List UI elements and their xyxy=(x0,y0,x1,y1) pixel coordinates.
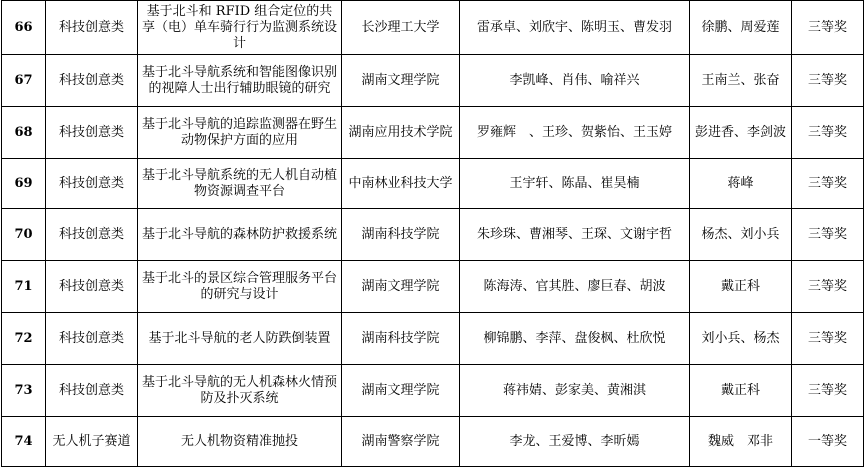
entry-award: 三等奖 xyxy=(792,159,864,209)
entry-project-title: 基于北斗导航的无人机森林火情预防及扑灭系统 xyxy=(138,365,342,417)
entry-school: 湖南科技学院 xyxy=(342,209,460,261)
entry-project-title: 基于北斗导航的森林防护救援系统 xyxy=(138,209,342,261)
entry-students: 李凯峰、肖伟、喻祥兴 xyxy=(460,55,690,107)
entry-project-title: 基于北斗的景区综合管理服务平台的研究与设计 xyxy=(138,261,342,313)
entry-students: 陈海涛、官其胜、廖巨春、胡波 xyxy=(460,261,690,313)
entry-advisors: 杨杰、刘小兵 xyxy=(690,209,792,261)
entry-school: 湖南文理学院 xyxy=(342,365,460,417)
entry-project-title: 基于北斗和 RFID 组合定位的共享（电）单车骑行行为监测系统设计 xyxy=(138,1,342,55)
entry-project-title: 基于北斗导航的老人防跌倒装置 xyxy=(138,313,342,365)
entry-category: 科技创意类 xyxy=(46,159,138,209)
entry-category: 无人机子赛道 xyxy=(46,417,138,467)
entry-category: 科技创意类 xyxy=(46,107,138,159)
entry-number: 67 xyxy=(2,55,46,107)
entry-number: 68 xyxy=(2,107,46,159)
entry-category: 科技创意类 xyxy=(46,209,138,261)
entry-school: 湖南应用技术学院 xyxy=(342,107,460,159)
table-row xyxy=(2,55,864,107)
entry-award: 三等奖 xyxy=(792,55,864,107)
entry-award: 三等奖 xyxy=(792,365,864,417)
table-row xyxy=(2,313,864,365)
entry-school: 湖南文理学院 xyxy=(342,261,460,313)
entry-category: 科技创意类 xyxy=(46,313,138,365)
entry-school: 湖南文理学院 xyxy=(342,55,460,107)
entry-number: 66 xyxy=(2,1,46,55)
entry-students: 雷承卓、刘欣宇、陈明玉、曹发羽 xyxy=(460,1,690,55)
entry-number: 71 xyxy=(2,261,46,313)
entry-students: 蒋祎婧、彭家美、黄湘淇 xyxy=(460,365,690,417)
table-row xyxy=(2,1,864,55)
entry-advisors: 彭进香、李剑波 xyxy=(690,107,792,159)
entry-students: 李龙、王爱博、李昕嫣 xyxy=(460,417,690,467)
entry-category: 科技创意类 xyxy=(46,1,138,55)
entry-number: 70 xyxy=(2,209,46,261)
entry-project-title: 基于北斗导航系统和智能图像识别的视障人士出行辅助眼镜的研究 xyxy=(138,55,342,107)
entry-award: 三等奖 xyxy=(792,1,864,55)
entry-project-title: 无人机物资精准抛投 xyxy=(138,417,342,467)
entry-category: 科技创意类 xyxy=(46,365,138,417)
entry-advisors: 徐鹏、周爱莲 xyxy=(690,1,792,55)
entry-students: 朱珍珠、曹湘琴、王琛、文谢宇哲 xyxy=(460,209,690,261)
table-body xyxy=(2,1,864,467)
entry-number: 74 xyxy=(2,417,46,467)
entry-number: 73 xyxy=(2,365,46,417)
entry-school: 湖南警察学院 xyxy=(342,417,460,467)
entry-award: 三等奖 xyxy=(792,107,864,159)
entry-award: 三等奖 xyxy=(792,261,864,313)
table-row xyxy=(2,209,864,261)
entry-school: 中南林业科技大学 xyxy=(342,159,460,209)
table-row xyxy=(2,107,864,159)
entry-project-title: 基于北斗导航系统的无人机自动植物资源调查平台 xyxy=(138,159,342,209)
entry-number: 72 xyxy=(2,313,46,365)
entry-advisors: 王南兰、张奋 xyxy=(690,55,792,107)
entry-advisors: 蒋峰 xyxy=(690,159,792,209)
table-row xyxy=(2,365,864,417)
entry-award: 三等奖 xyxy=(792,313,864,365)
entry-category: 科技创意类 xyxy=(46,261,138,313)
entry-school: 长沙理工大学 xyxy=(342,1,460,55)
entry-advisors: 魏威 邓非 xyxy=(690,417,792,467)
entry-award: 三等奖 xyxy=(792,209,864,261)
entry-advisors: 戴正科 xyxy=(690,365,792,417)
entry-advisors: 戴正科 xyxy=(690,261,792,313)
entry-category: 科技创意类 xyxy=(46,55,138,107)
entry-number: 69 xyxy=(2,159,46,209)
entry-award: 一等奖 xyxy=(792,417,864,467)
entry-advisors: 刘小兵、杨杰 xyxy=(690,313,792,365)
table-row xyxy=(2,261,864,313)
table-row xyxy=(2,159,864,209)
entry-students: 柳锦鹏、李萍、盘俊枫、杜欣悦 xyxy=(460,313,690,365)
entry-project-title: 基于北斗导航的追踪监测器在野生动物保护方面的应用 xyxy=(138,107,342,159)
entry-students: 王宇轩、陈晶、崔昊楠 xyxy=(460,159,690,209)
table-row xyxy=(2,417,864,467)
entry-students: 罗雍辉 、王珍、贺紫怡、王玉婷 xyxy=(460,107,690,159)
awards-table xyxy=(1,0,864,467)
entry-school: 湖南科技学院 xyxy=(342,313,460,365)
